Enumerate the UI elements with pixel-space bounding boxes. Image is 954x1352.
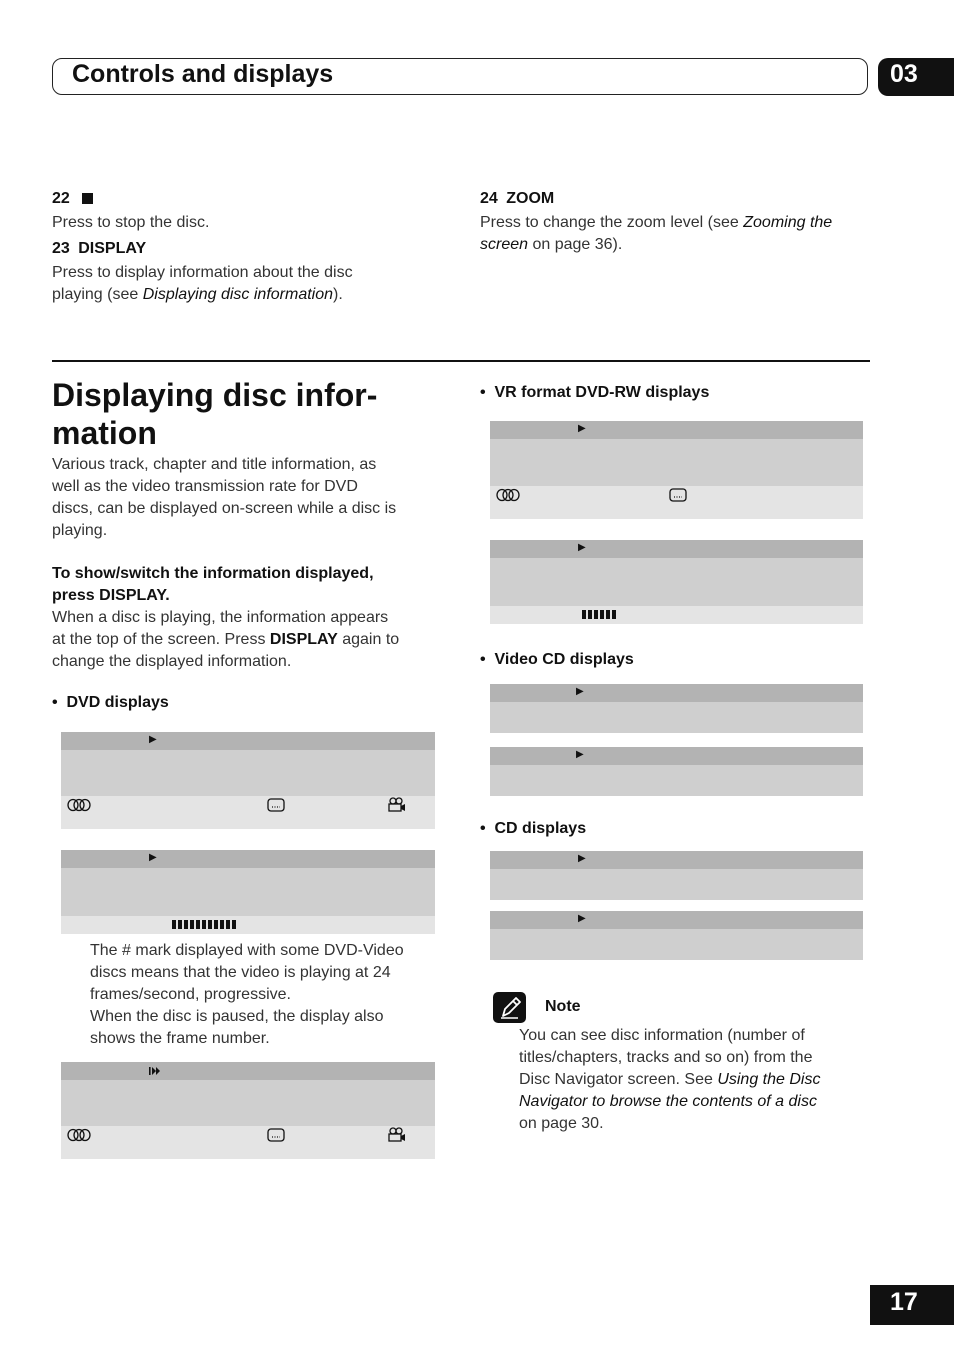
explain-text: at the top of the screen. Press	[52, 631, 270, 648]
intro-line: well as the video transmission rate for DVD	[52, 478, 358, 495]
item-24-desc-line2	[480, 234, 880, 256]
bullet-dvd-label: DVD displays	[66, 694, 169, 711]
display-top-bar	[490, 421, 863, 439]
vcd-display-panel-2	[490, 747, 863, 796]
section-divider	[52, 360, 870, 362]
display-top-bar	[61, 1062, 435, 1080]
explain-display-key: DISPLAY	[269, 631, 338, 648]
bullet-vcd-displays: • Video CD displays	[480, 651, 634, 668]
chapter-number: 03	[890, 60, 918, 88]
instruction-line2: press DISPLAY.	[52, 587, 170, 604]
note-line: on page 30.	[519, 1115, 604, 1132]
explain-line2	[52, 629, 452, 651]
bullet-cd-label: CD displays	[494, 820, 587, 837]
dvd-note-line: When the disc is paused, the display also	[90, 1008, 384, 1025]
subtitle-icon	[267, 1128, 285, 1142]
cd-display-panel-2	[490, 911, 863, 960]
instruction-heading	[52, 563, 374, 607]
bullet-vr-label: VR format DVD-RW displays	[494, 384, 710, 401]
display-info-area	[490, 439, 863, 486]
pencil-note-icon	[493, 992, 526, 1023]
explain-line1: When a disc is playing, the information appears	[52, 609, 389, 626]
intro-line: discs, can be displayed on-screen while a disc is	[52, 500, 397, 517]
item-24-desc	[480, 212, 880, 256]
camera-angle-icon	[388, 1127, 406, 1142]
display-bottom-bar	[490, 606, 863, 624]
note-text: Disc Navigator screen. See	[519, 1071, 718, 1088]
intro-line: Various track, chapter and title information, as	[52, 456, 377, 473]
vcd-display-panel	[490, 684, 863, 733]
dvd-note-line: discs means that the video is playing at 24	[90, 964, 391, 981]
play-icon: ▶	[576, 749, 584, 760]
dvd-note	[90, 940, 450, 1050]
display-info-area	[490, 929, 863, 960]
display-info-area	[490, 765, 863, 796]
item-23-desc-text: playing (see	[52, 286, 143, 303]
display-info-area	[61, 1080, 435, 1126]
dvd-display-panel	[61, 732, 435, 829]
display-bottom-bar	[61, 796, 435, 829]
play-icon: ▶	[149, 734, 157, 745]
bullet-cd-displays: • CD displays	[480, 820, 587, 837]
display-top-bar	[490, 684, 863, 702]
item-24-label: ZOOM	[506, 190, 555, 207]
stop-icon	[82, 193, 93, 204]
item-23-desc-ref: Displaying disc information	[142, 286, 334, 303]
item-24-desc-end: on page 36).	[528, 236, 623, 253]
item-23-number: 23	[52, 240, 70, 257]
note-ref-line: Navigator to browse the contents of a disc	[519, 1093, 817, 1110]
subtitle-icon	[267, 798, 285, 812]
play-icon: ▶	[578, 423, 586, 434]
item-24-desc-line1	[480, 212, 880, 234]
display-top-bar	[490, 911, 863, 929]
audio-icon	[496, 488, 520, 502]
subtitle-icon	[669, 488, 687, 502]
section-title	[52, 376, 452, 452]
item-22-desc: Press to stop the disc.	[52, 214, 210, 231]
item-24-heading	[480, 190, 554, 208]
note-line: titles/chapters, tracks and so on) from the	[519, 1049, 813, 1066]
play-icon: ▶	[578, 853, 586, 864]
section-title-line1: Displaying disc infor-	[52, 377, 378, 413]
display-top-bar	[490, 851, 863, 869]
item-23-desc-end: ).	[333, 286, 343, 303]
item-24-desc-ref-b: screen	[480, 236, 529, 253]
display-top-bar	[490, 747, 863, 765]
note-body	[519, 1025, 879, 1135]
section-header-title: Controls and displays	[72, 60, 334, 88]
dvd-display-panel-paused	[61, 1062, 435, 1159]
vr-display-panel	[490, 421, 863, 519]
camera-angle-icon	[388, 797, 406, 812]
display-info-area	[61, 750, 435, 796]
item-24-number: 24	[480, 190, 498, 207]
display-bottom-bar	[61, 916, 435, 934]
display-bottom-bar	[61, 1126, 435, 1159]
note-ref: Using the Disc	[717, 1071, 821, 1088]
note-title: Note	[545, 998, 581, 1015]
dvd-display-panel-bitrate	[61, 850, 435, 934]
display-top-bar	[490, 540, 863, 558]
item-24-desc-text: Press to change the zoom level (see	[480, 214, 744, 231]
page-number: 17	[890, 1288, 918, 1316]
instruction-explain	[52, 607, 452, 673]
item-23-desc-line2	[52, 284, 452, 306]
bullet-vcd-label: Video CD displays	[494, 651, 634, 668]
dvd-note-line: The # mark displayed with some DVD-Video	[90, 942, 404, 959]
cd-display-panel	[490, 851, 863, 900]
audio-icon	[67, 1128, 91, 1142]
note-line	[519, 1069, 879, 1091]
play-icon: ▶	[578, 542, 586, 553]
display-top-bar	[61, 850, 435, 868]
bullet-vr-displays: • VR format DVD-RW displays	[480, 384, 710, 401]
item-22-heading	[52, 190, 93, 208]
bitrate-meter-icon	[582, 610, 616, 619]
display-info-area	[490, 702, 863, 733]
section-title-line2: mation	[52, 415, 157, 451]
step-icon	[149, 1066, 161, 1076]
audio-icon	[67, 798, 91, 812]
play-icon: ▶	[578, 913, 586, 924]
bullet-dvd-displays: • DVD displays	[52, 694, 169, 711]
display-info-area	[61, 868, 435, 916]
item-23-desc	[52, 262, 452, 306]
intro-line: playing.	[52, 522, 108, 539]
explain-text-end: again to	[337, 631, 400, 648]
item-24-desc-ref-a: Zooming the	[743, 214, 833, 231]
instruction-line1: To show/switch the information displayed,	[52, 565, 374, 582]
item-23-heading	[52, 240, 146, 258]
note-line: You can see disc information (number of	[519, 1027, 805, 1044]
bitrate-meter-icon	[172, 920, 236, 929]
play-icon: ▶	[576, 686, 584, 697]
display-top-bar	[61, 732, 435, 750]
item-23-desc-line1: Press to display information about the disc	[52, 264, 353, 281]
dvd-note-line: shows the frame number.	[90, 1030, 270, 1047]
dvd-note-line: frames/second, progressive.	[90, 986, 291, 1003]
section-intro	[52, 454, 452, 542]
play-icon: ▶	[149, 852, 157, 863]
explain-line3: change the displayed information.	[52, 653, 292, 670]
display-info-area	[490, 558, 863, 606]
item-23-label: DISPLAY	[78, 240, 147, 257]
vr-display-panel-bitrate	[490, 540, 863, 624]
item-22-number: 22	[52, 190, 70, 207]
display-info-area	[490, 869, 863, 900]
